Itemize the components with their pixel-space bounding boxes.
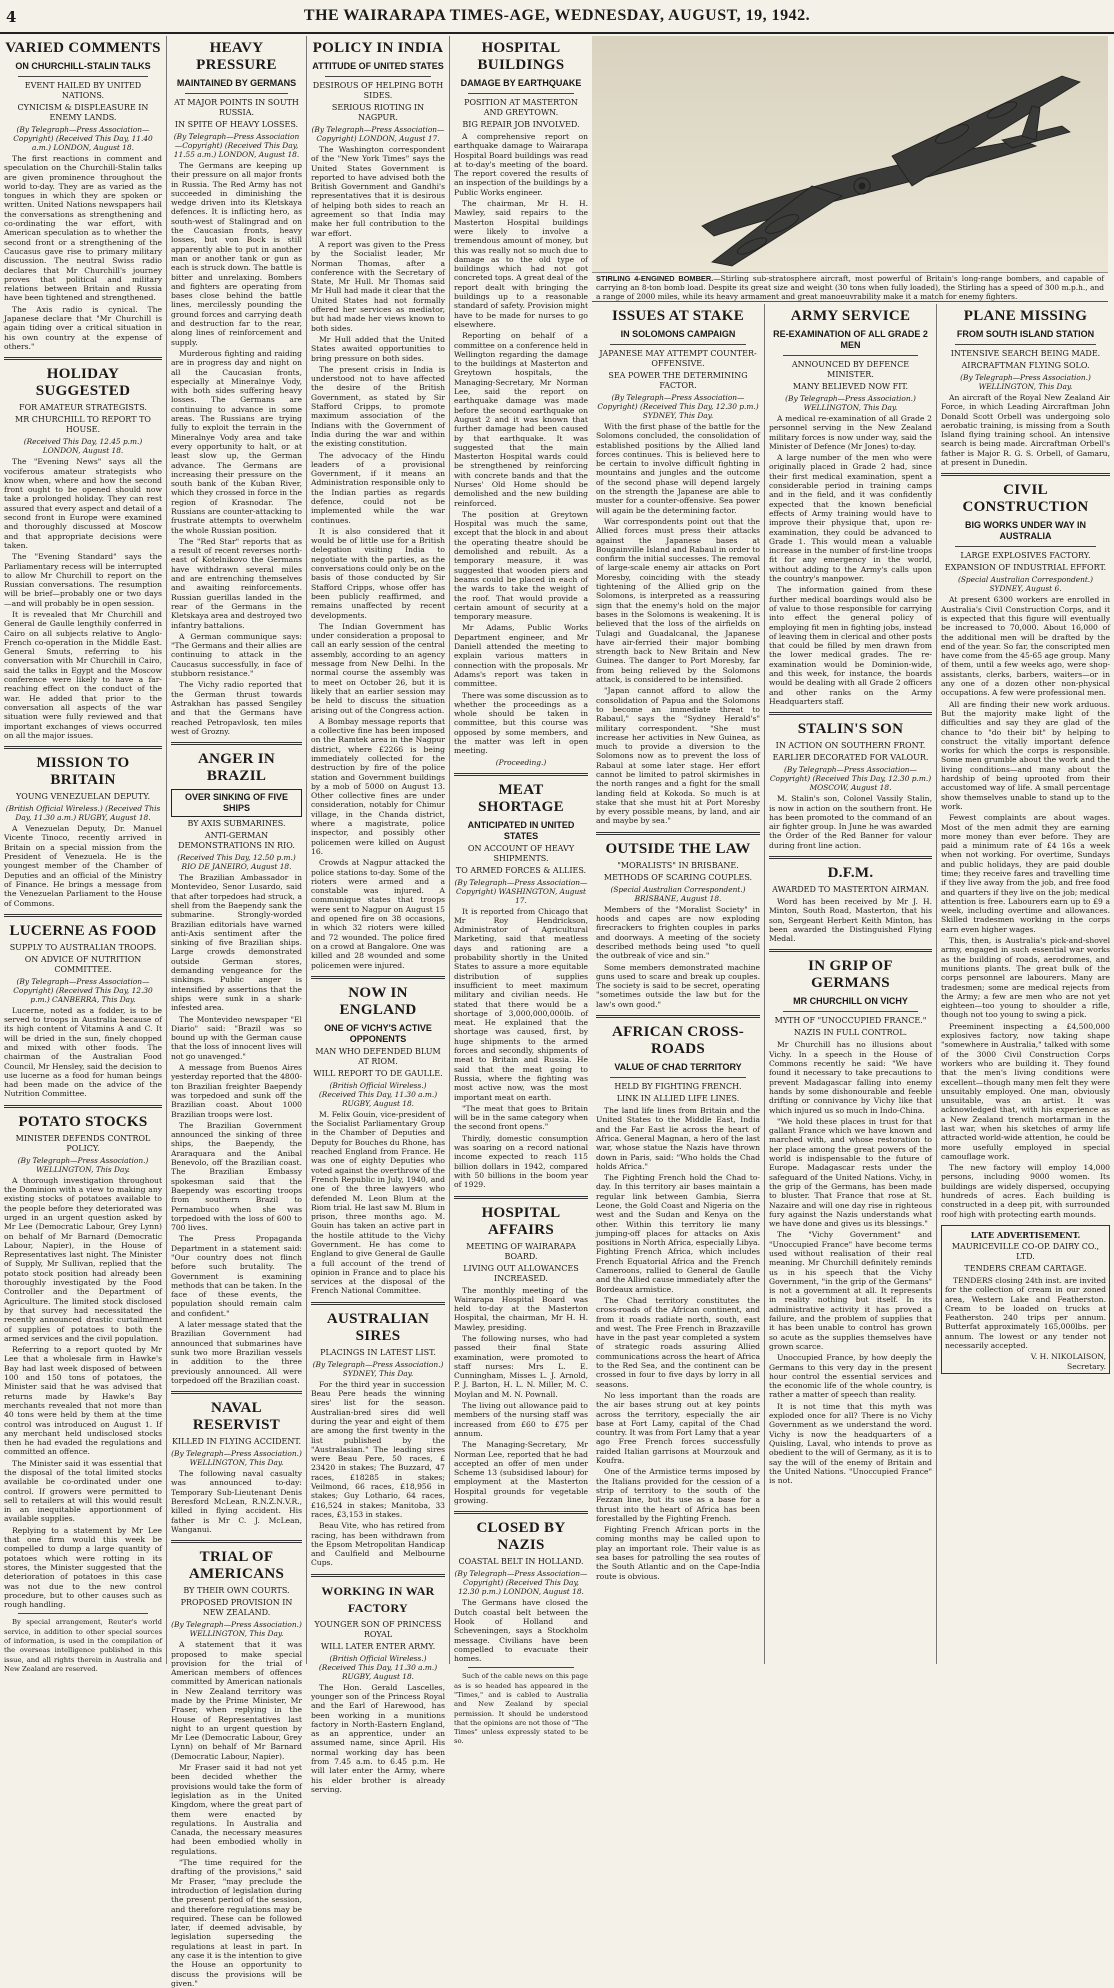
- paragraph: "The time required for the drafting of the provisions," said Mr Fraser, "may preclude the introduction of legislation during the present period of the session, and therefore regulations may be required. These can be followed later, if deemed advisable, by legislation superseding the regulations at least in part. In any case it is the intention to give the House an opportunity to discuss the provisions will be given.": [171, 1858, 302, 1988]
- subhead: ON ADVICE OF NUTRITION COMMITTEE.: [24, 954, 142, 974]
- paragraph: The "Vichy Government" and "Unoccupied France" have become terms used without realisation of their real meaning. Mr Churchill definitely reminds us in his speech that the Vichy Government, "in the grip of the Germans" is not a government at all. It represents in reality nothing but itself. In its administrative activity it has proved a failure, and the problem of supplies that it has been unable to control has grown so acute as the supplies themselves have grown scarce.: [769, 1230, 932, 1351]
- subhead: CYNICISM & DISPLEASURE IN ENEMY LANDS.: [17, 103, 149, 122]
- paragraph: It is not time that this myth was exploded once for all? There is no Vichy Government as we understand the word. Vichy is now the headquarters of a Quisling, Laval, who intends to prove as obedient to the will of Germany, as it is to say the will of the enemy of Britain and the United Nations. "Unoccupied France" is not.: [769, 1401, 932, 1486]
- subhead: BY THEIR OWN COURTS.: [183, 1586, 290, 1596]
- paragraph: Word has been received by Mr J. H. Minton, South Road, Masterton, that his son, Sergeant Herbert Keith Minton, has been awarded the Distinguished Flying Medal.: [769, 896, 932, 944]
- subhead: JAPANESE MAY ATTEMPT COUNTER-OFFENSIVE.: [599, 349, 757, 368]
- subhead: METHODS OF SCARING COUPLES.: [603, 872, 753, 882]
- paragraph: The chairman, Mr H. H. Mawley, said repairs to the Masterton Hospital buildings were likely to involve a tremendous amount of money, but this was really not so much due to damage as to the old type of buildings which had not got concreted tops. A great deal of the report dealt with bringing the buildings up to a reasonable standard of safety. Provision might have to be made for nurses to go elsewhere.: [454, 199, 589, 329]
- subhead: MYTH OF "UNOCCUPIED FRANCE.": [774, 1016, 927, 1026]
- footnote: By special arrangement, Reuter's world service, in addition to other special sources of information, is used in the compilation of the overseas intelligence published in this issue, and all rights therein in Australia and New Zealand are reserved.: [4, 1618, 162, 1673]
- paragraph: The Brazilian Ambassador in Montevideo, Senor Lusardo, said that after torpedoes had struck, a shell from the Baependy sank the submarine. Strongly-worded Brazilian editorials have warned anti-Axis sentiment after the sinking of five Brazilian ships. Large crowds demonstrated outside German stores, demanding vengeance for the sinkings. Public anger is intensified by assertions that the ships were sunk in a shark-infested area.: [171, 873, 302, 1013]
- dateline: (By Telegraph—Press Association.) WELLINGTON, This Day.: [171, 1449, 302, 1468]
- paragraph: The Chad territory constitutes the cross-roads of the African continent, and from it roads radiate north, south, east and west. The Free French in Brazzaville have in the past year completed a system of strategic roads assuring Allied communications across the heart of Africa to the Red Sea, and the continent can be crossed in four to five days by lorry in all seasons.: [596, 1295, 760, 1389]
- subhead: MEETING OF WAIRARAPA BOARD.: [466, 1241, 576, 1261]
- dateline: (Received This Day, 12.45 p.m.) LONDON, August 18.: [23, 437, 143, 456]
- paragraph: A medical re-examination of all Grade 2 personnel serving in the New Zealand military forces is now under way, said the Minister of Defence (Mr Jones) to-day.: [769, 414, 932, 451]
- paragraph: Reporting on behalf of a committee on a conference held in Wellington regarding the damage to the buildings at Masterton and Greytown hospitals, the Managing-Secretary, Mr Norman Lee, said the report on earthquake damage was made before the second earthquake on August 2 and it was known that further damage had been caused by that earthquake. It was suggested that the main Masterton Hospital wards could be strengthened by reinforcing with concrete bands and that the Nurses' Old Home should be demolished and the new building reinforced.: [454, 331, 588, 508]
- headline-dfm: D.F.M.: [827, 864, 874, 881]
- paragraph: The present crisis in India is understood not to have affected the desire of the British Government, as stated by Sir Stafford Cripps, to promote maximum association of the Indians with the Government of India during the war and within the existing constitution.: [311, 364, 445, 449]
- paragraph: The new factory will employ 14,000 persons, including 9000 women. Its buildings are widely dispersed, occupying hundreds of acres. Each building is constructed in a deep pit, with surrounded roof high with protecting earth mounds.: [941, 1163, 1110, 1219]
- subhead: BY AXIS SUBMARINES.: [187, 819, 286, 829]
- paragraph: A Venezuelan Deputy, Dr. Manuel Vicente Tinoco, recently arrived in Britain on a special mission from the President of Venezuela. He is the youngest member of the Chamber of Deputies and an official of the Ministry of Finance. He brings a message from the Venezuelan Parliament to the House of Commons.: [4, 824, 162, 908]
- subhead: MANY BELIEVED NOW FIT.: [792, 382, 909, 391]
- dateline: (By Telegraph—Press Association—Copyright) LONDON, August 17.: [311, 125, 445, 143]
- headline-in-grip-of-germans: IN GRIP OF GERMANS: [808, 958, 893, 992]
- headline-anger-in-brazil: ANGER IN BRAZIL: [198, 751, 275, 785]
- column-6: [764, 304, 936, 1664]
- paragraph: There was some discussion as to whether the proceedings as a whole should be taken in committee, but this course was opposed by some members, and the matter was left in open meeting.: [454, 690, 588, 756]
- subhead: AT MAJOR POINTS IN SOUTH RUSSIA.: [174, 98, 299, 117]
- headline-mission-to-britain: MISSION TO BRITAIN: [36, 755, 130, 789]
- dateline: (Special Australian Correspondent.) BRISBANE, August 18.: [610, 884, 746, 903]
- subhead: AIRCRAFTMAN FLYING SOLO.: [961, 361, 1090, 370]
- subhead: PROPOSED PROVISION IN NEW ZEALAND.: [180, 1598, 293, 1618]
- masthead: [0, 0, 1114, 34]
- paragraph: Referring to a report quoted by Mr Lee that a wholesale firm in Hawke's Bay had last week disposed of between 100 and 150 tons of potatoes, the Minister said that he was advised that returns made by Hawke's Bay merchants revealed that not more than 40 tons were held by them at the time control was introduced on August 1. If any merchant held undisclosed stocks then he had evaded the regulations and committed an offence.: [4, 1345, 162, 1457]
- paragraph: It is reported from Chicago that Mr Roy Hendrickson, Administrator of Agricultural Marketing, said that meatless days and rationing are a probability shortly in the United States to assure a more equitable distribution of supplies insufficient to meet maximum military and civilian needs. He stated that there would be a shortage of 3,000,000,000lb. of meat. He explained that the shortage was caused, first, by huge shipments to the armed forces and secondly, shipments of meat to Britain and Russia. He said that the meat going to Russia, where the fighting was most active now, was the most important meat on earth.: [454, 906, 588, 1102]
- subhead: EXPANSION OF INDUSTRIAL EFFORT.: [944, 563, 1107, 573]
- subhead: NAZIS IN FULL CONTROL.: [793, 1028, 908, 1038]
- advert-company: MAURICEVILLE CO-OP. DAIRY CO., LTD.: [951, 1241, 1100, 1261]
- paragraph: The Minister said it was essential that the disposal of the total limited stocks available be co-ordinated under one control. If growers were permitted to sell to retailers at will this would result in an inequitable apportionment of available supplies.: [4, 1458, 162, 1524]
- masthead-title: THE WAIRARAPA TIMES-AGE, WEDNESDAY, AUGUST, 19, 1942.: [303, 7, 811, 24]
- headline-issues-at-stake: ISSUES AT STAKE: [611, 308, 745, 324]
- paragraph: The Germans are keeping up their pressure on all major fronts in Russia. The Red Army has not succeeded in diminishing the wedge driven into its Kletskaya defences. It is inflicting hero, as south-west of Stalingrad and on the Caucasian fronts, heavy losses, but von Bock is still apparently able to put in another man or another tank or gun as each is struck down. The battle is bitter and unrelaxing. Bombers and fighters are operating from bases close behind the battle lines, mercilessly pounding the ground forces and carrying death and destruction far to the rear, along lines of reinforcement and supply.: [171, 161, 302, 347]
- subhead: ONE OF VICHY'S ACTIVE OPPONENTS: [324, 1022, 432, 1044]
- bomber-illustration: [592, 36, 1108, 272]
- subhead: KILLED IN FLYING ACCIDENT.: [171, 1437, 302, 1447]
- paragraph: The Fighting French hold the Chad to-day. In this territory air bases maintain a regular link between Gambia, Sierra Leone, the Gold Coast and Nigeria on the west and the Sudan and Kenya on the other. Within this territory lie many jumping-off places for attacks on Axis positions in North Africa, especially Libya. Fighting French Africa, which includes French Equatorial Africa and the French Cameroons, rallied to General de Gaulle and the Allied cause immediately after the Bordeaux armistice.: [596, 1173, 760, 1294]
- subhead: EVENT HAILED BY UNITED NATIONS.: [24, 81, 142, 100]
- paragraph: Mr Fraser said it had not yet been decided whether the provisions would take the form of legislation as in the United Kingdom, where the great part of them were enacted by regulations. In Australia and Canada, the necessary measures had been embodied wholly in regulations.: [171, 1763, 302, 1856]
- headline-lucerne-as-food: LUCERNE AS FOOD: [9, 922, 157, 939]
- headline-heavy-pressure: HEAVY PRESSURE: [196, 40, 277, 73]
- paragraph: Preeminent inspecting a £4,500,000 explosives factory, now taking shape "somewhere in Australia," talked with some of the 3000 Civil Construction Corps workers who are building it. They found that the men's living conditions were excellent—though many men felt they were unsuitably employed. One man, obviously unsuitable, was an artist. It was acknowledged that, with his experience as a New Zealand trench mortarman in the last war, when his sketches of army life attracted world-wide attention, he could be more usefully employed in special camouflage work.: [941, 1021, 1110, 1161]
- paragraph: A German communique says: "The Germans and their allies are continuing to attack in the Caucasus successfully, in face of stubborn resistance.": [171, 631, 302, 679]
- paragraph: The land life lines from Britain and the United States to the Middle East, India and the Far East lie across the heart of Africa. General Magnan, a hero of the last war, whose statue the Nazis have thrown down in Paris, said: "Who holds the Chad holds Africa.": [596, 1106, 760, 1171]
- paragraph: This, then, is Australia's pick-and-shovel army, engaged in such essential war works as the building of roads, aerodromes, and munitions plants. The great bulk of the corps personnel are labourers. Many are tradesmen; some are medical rejects from the Army; a few are men who are not yet eighteen—too young to shoulder a rifle, though not too young to swing a pick.: [941, 936, 1110, 1020]
- subhead: LINK IN ALLIED LIFE LINES.: [616, 1094, 740, 1104]
- paragraph: A statement that it was proposed to make special provision for the trial of American members of offences committed by American nationals in New Zealand territory was made by the Prime Minister, Mr Fraser, when replying in the House of Representatives last night to an urgent question by Mr Lee (Democratic Labour, Grey Lynn) on behalf of Mr Barnard (Democratic Labour, Napier).: [171, 1640, 302, 1761]
- paragraph: M. Felix Gouin, vice-president of the Socialist Parliamentary Group in the Chamber of Deputies and Deputy for Bouches du Rhone, has reached England from France. He was one of eighty Deputies who voted against the overthrow of the French Republic in July, 1940, and one of the three lawyers who defended M. Leon Blum at the Riom trial. He last saw M. Blum in prison, three months ago. M. Gouin has taken an active part in the hostile attitude to the Vichy Government. He has come to England to give General de Gaulle a full account of the trend of opinion in France and to place his services at the disposal of the French National Committee.: [311, 1109, 445, 1296]
- column-5: [592, 304, 764, 1664]
- paragraph: A message from Buenos Aires yesterday reported that the 4800-ton Brazilian freighter Baependy was torpedoed and sunk off the Brazilian coast. About 1000 Brazilian troops were lost.: [171, 1063, 302, 1119]
- subhead: MR CHURCHILL TO REPORT TO HOUSE.: [15, 415, 151, 435]
- paragraph: Fewest complaints are about wages. Most of the men admit they are earning more money than ever before. They are paid a minimum rate of £4 16s a week when not working. For overtime, Sundays and public holidays, they are paid double time; they receive fares and travelling time if they live away from the job, and free food and quarters if they live on the job; medical attention is free. Labourers earn up to £9 a week, including overtime and allowances. Skilled tradesmen working in the corps earn even higher wages.: [941, 813, 1110, 934]
- dateline: (By Telegraph—Press Association.) SYDNEY, This Day.: [312, 1359, 444, 1378]
- dateline: (By Telegraph—Press Association—Copyright) (Received This Day, 11.40 a.m.) LONDON, August 18.: [13, 125, 153, 152]
- paragraph: A later message stated that the Brazilian Government had announced that submarines have sunk two more Brazilian vessels in addition to the three previously announced. All were torpedoed off the Brazilian coast.: [171, 1320, 302, 1385]
- subhead: ANNOUNCED BY DEFENCE MINISTER.: [791, 360, 910, 379]
- headline-australian-sires: AUSTRALIAN SIRES: [326, 1310, 430, 1344]
- footnote: Such of the cable news on this page as is so headed has appeared in the "Times," and is cabled to Australia and New Zealand by special permission. It should be understood that the opinions are not those of "The Times" unless expressly stated to be so.: [454, 1672, 588, 1746]
- paragraph: The position at Greytown Hospital was much the same, except that the block in and about the operating theatre should be demolished and rebuilt. As a temporary measure, it was suggested that wooden piers and beams could be placed in each of the wards to take the weight of the roof. That would provide a certain amount of security at a temporary measure.: [454, 509, 588, 622]
- subhead: ON ACCOUNT OF HEAVY SHIPMENTS.: [467, 843, 575, 863]
- subhead: AWARDED TO MASTERTON AIRMAN.: [772, 884, 929, 894]
- dateline: (By Telegraph—Press Association.) WELLINGTON, This Day.: [17, 1155, 149, 1174]
- paragraph: A comprehensive report on earthquake damage to Wairarapa Hospital Board buildings was read at to-day's meeting of the board. The report covered the results of an inspection of the buildings by a Public Works engineer.: [454, 132, 588, 197]
- paragraph: The Brazilian Government announced the sinking of three ships, the Baependy, the Araraquara and the Anibal Benevolo, off the Brazilian coast. The Brazilian Embassy spokesman said that the Baependy was escorting troops from southern Brazil to Pernambuco when she was torpedoed with the loss of 600 to 700 lives.: [171, 1120, 302, 1233]
- caption-text: —Stirling sub-stratosphere aircraft, most powerful of Britain's long-range bombers, and capable of carrying an 8-ton bomb load. Despite its great size and weight (30 tons when fully loaded), the Stirling has a speed of 300 m.p.h., and a range of 2000 miles, while its heavy armament and great manoeuvrability make it a match for enemy fighters.: [596, 274, 1105, 301]
- paragraph: Members of the "Moralist Society" in hoods and capes are now exploding firecrackers to frighten couples in parks and doorways. A meeting of the society described methods being used "to quell the outbreak of vice and sin.": [596, 904, 760, 961]
- paragraph: The Axis radio is cynical. The Japanese declare that "Mr Churchill is again tiding over a critical situation in his own country at the expense of others.": [4, 304, 162, 351]
- headline-civil-construction: CIVIL CONSTRUCTION: [962, 482, 1089, 516]
- subhead: ANTICIPATED IN UNITED STATES: [467, 819, 575, 841]
- subhead: "MORALISTS" IN BRISBANE.: [617, 860, 739, 870]
- paragraph: One of the Armistice terms imposed by the Italians provided for the cession of a strip of territory to the south of the Fezzan line, but its use as a base for a thrust into the heart of Africa has been forestalled by the Fighting French.: [596, 1467, 760, 1523]
- headline-holiday-suggested: HOLIDAY SUGGESTED: [35, 366, 131, 400]
- proceeding-note: (Proceeding.): [495, 757, 547, 767]
- subhead: VALUE OF CHAD TERRITORY: [614, 1062, 742, 1073]
- paragraph: With the first phase of the battle for the Solomons concluded, the consolidation of established positions by the Allied land forces continues. This is believed here to be certain to involve difficult fighting in mountains and jungles and the outcome of the second phase will depend largely on the strength the Japanese are able to muster for a counter-offensive. Sea power will again be the determining factor.: [596, 422, 760, 515]
- paragraph: The following nurses, who had passed their final State examination, were promoted to staff nurses: Mrs L. E. Cunningham, Misses L. J. Arnold, P. J. Barton, H. L. N. Miller, M. C. Moylan and M. N. Pownall.: [454, 1333, 588, 1399]
- paragraph: "The meat that goes to Britain will be in the same category when the second front opens.": [454, 1103, 588, 1132]
- paragraph: Fighting French African ports in the coming months may be called upon to play an important role. Their value is as sea bases for patrolling the sea routes of the South Atlantic and on the Cape-India route is obvious.: [596, 1525, 760, 1581]
- paragraph: The "Red Star" reports that as a result of recent reverses north-east of Kotelnikovo the Germans have withdrawn several miles and are entrenching themselves and awaiting reinforcements. Russian guerillas landed in the rear of the Germans in the Kletskaya area and destroyed two infantry battalions.: [171, 536, 302, 630]
- paragraph: A Bombay message reports that a collective fine has been imposed on the Ramtek area in the Nagpur district, where £2266 is being immediately collected for the destruction by fire of the police station and Government buildings by a mob of 5000 on August 13. Other collective fines are under consideration, notably for Chimur village, in the Chanda district, where a magistrate, police inspector, and possibly other policemen were killed on August 16.: [311, 716, 445, 856]
- paragraph: Mr Adams, Public Works Department engineer, and Mr Daniell attended the meeting to explain various matters in connection with the proposals. Mr Adams's report was taken in committee.: [454, 623, 588, 689]
- dateline: (By Telegraph—Press Association—Copyright) (Received This Day, 11.55 a.m.) LONDON, August 18.: [173, 132, 300, 159]
- headline-plane-missing: PLANE MISSING: [963, 308, 1088, 324]
- column-1: [0, 36, 166, 1673]
- subhead: FOR AMATEUR STRATEGISTS.: [19, 403, 147, 413]
- headline-now-in-england: NOW IN ENGLAND: [339, 984, 417, 1018]
- subhead: WILL REPORT TO DE GAULLE.: [313, 1068, 443, 1078]
- paragraph: It is also considered that it would be of little use for a British delegation visiting India to negotiate with the parties, as the conversations could only be on the basis of those conducted by Sir Stafford Cripps, whose offer has been publicly reaffirmed, and remains unaffected by recent developments.: [311, 526, 445, 620]
- caption-title: STIRLING 4-ENGINED BOMBER.: [596, 274, 714, 283]
- paragraph: No less important than the roads are the air bases strung out at key points across the territory, especially the air base at Fort Lamy, capital of the Chad country. It was from Fort Lamy that a year ago Free French forces successfully raided Italian garrisons at Mourzouk and Koufra.: [596, 1390, 760, 1466]
- subhead: BIG WORKS UNDER WAY IN AUSTRALIA: [964, 520, 1086, 542]
- advert-role: Secretary.: [1067, 1361, 1106, 1371]
- column-7: [936, 304, 1114, 1664]
- subhead: ATTITUDE OF UNITED STATES: [312, 61, 444, 71]
- paragraph: Mr Hull added that the United States awaited opportunities to bring pressure on both sides.: [311, 334, 445, 363]
- dateline: (Received This Day, 12.50 p.m.) RIO DE JANEIRO, August 18.: [177, 853, 296, 872]
- headline-potato-stocks: POTATO STOCKS: [18, 1113, 148, 1130]
- headline-working-in-war-factory: WORKING IN WAR FACTORY: [321, 1583, 435, 1615]
- headline-hospital-buildings: HOSPITAL BUILDINGS: [477, 40, 565, 73]
- paragraph: The following naval casualty was announced to-day: Temporary Sub-Lieutenant Denis Beresford McLean, R.N.Z.N.V.R., killed in flying accident. His father is Mr C. J. McLean, Wanganui.: [171, 1469, 302, 1534]
- subhead: SEA POWER THE DETERMINING FACTOR.: [608, 371, 748, 390]
- dateline: (By Telegraph—Press Association.) WELLINGTON, This Day.: [960, 373, 1091, 391]
- subhead: OVER SINKING OF FIVE SHIPS: [171, 789, 302, 817]
- paragraph: The Managing-Secretary, Mr Norman Lee, reported that he had accepted an offer of men under Scheme 13 (subsidised labour) for employment at the Masterton Hospital grounds for vegetable growing.: [454, 1440, 588, 1506]
- dateline: (By Telegraph—Press Association—Copyright) (Received This Day, 12.30 p.m.) SYDNEY, This Day.: [597, 393, 759, 420]
- paragraph: The information gained from these further medical boardings would also be of value to those responsible for carrying into effect the general policy of employing fit men in fighting jobs, instead of leaving them in clerical and other posts that could be filled by men drawn from the lower medical grades. The re-examination would be Dominion-wide, and this week, for instance, the boards would be dealing with all Grade 2 officers and other ranks on the Army Headquarters staff.: [769, 585, 932, 706]
- dateline: (By Telegraph—Press Association—Copyright) (Received This Day, 12.30 p.m.) CANBERRA, This Day.: [13, 976, 153, 1004]
- paragraph: A large number of the men who were originally placed in Grade 2 had, since their first medical examination, spent a considerable period in training camps and in the field, and it was confidently expected that the known beneficial effects of Army training would have to improve their physique that, upon re-examination, they could be advanced to Grade 1. This would mean a valuable increase in the number of first-line troops fit for any emergency in the world, without adding to the Army's calls upon the country's manpower.: [769, 453, 932, 584]
- paragraph: A thorough investigation throughout the Dominion with a view to making any existing stocks of potatoes available to the people before they deteriorated was urged in an urgent question asked by Mr Lee (Democratic Labour, Grey Lynn) on behalf of Mr Barnard (Democratic Labour, Napier), in the House of Representatives last night. The Minister of Supply, Mr Sullivan, replied that the potato stock position had already been thoroughly investigated by the Food Controller and the Department of Agriculture. The limited stock disclosed by that survey had necessitated the recently announced drastic curtailment of supplies of potatoes to both the armed services and the civil population.: [4, 1175, 162, 1343]
- paragraph: The Hon. Gerald Lascelles, younger son of the Princess Royal and the Earl of Harewood, has been working in a munitions factory in North-Eastern England, as an apprentice, under an assumed name, since April. His normal working day has been from 7.45 a.m. to 6.45 p.m. He will later enter the Army, where his elder brother is already serving.: [311, 1682, 445, 1794]
- subhead: LIVING OUT ALLOWANCES INCREASED.: [463, 1263, 579, 1283]
- column-3: [306, 36, 449, 1794]
- headline-hospital-affairs: HOSPITAL AFFAIRS: [481, 1204, 561, 1238]
- subhead: ANTI-GERMAN DEMONSTRATIONS IN RIO.: [178, 831, 295, 851]
- paragraph: At present 6300 workers are enrolled in Australia's Civil Construction Corps, and it is expected that this figure will eventually be increased to 70,000. About 16,000 of the additional men will be drafted by the end of the year. So far, the conscripted men have come from the 45-65 age group. Many of them, until a few weeks ago, were shop-assistants, clerks, barbers, waiters—or in any one of a dozen other non-physical occupations. A few were professional men.: [941, 595, 1110, 698]
- photo-caption: [592, 272, 1108, 302]
- paragraph: All are finding their new work arduous. But the majority make light of the difficulties and say they are glad of the chance to "do their bit" by helping to construct the vitally important defence works for which the corps is responsible. Some men grumble about the work and the living conditions—and many about the hardship of being uprooted from their accustomed way of life. A small percentage show themselves unable to stand up to the work.: [941, 699, 1110, 811]
- paragraph: The Montevideo newspaper "El Diario" said: "Brazil was so bound up with the German cause that the loss of innocent lives will not go unavenged.": [171, 1014, 302, 1061]
- headline-policy-in-india: POLICY IN INDIA: [312, 40, 444, 56]
- subhead: SERIOUS RIOTING IN NAGPUR.: [331, 103, 425, 122]
- paragraph: Beau Vite, who has retired from racing, has been withdrawn from the Epsom Metropolitan Handicap and Caulfield and Melbourne Cups.: [311, 1521, 445, 1568]
- headline-trial-of-americans: TRIAL OF AMERICANS: [188, 1549, 285, 1583]
- paragraph: It is revealed that Mr Churchill and General de Gaulle lengthily conferred in Cairo on all subjects relative to Anglo-French co-operation in the Middle East. General Smuts, referring to his conversation with Mr Churchill in Cairo, said the talks in Egypt and the Moscow conference were likely to have a far-reaching effect on the conduct of the war. He added that prior to the conversation all aspects of the war situation were fully reviewed and that important exchanges of views occurred on all the major issues.: [4, 609, 162, 740]
- subhead: IN ACTION ON SOUTHERN FRONT.: [775, 741, 926, 751]
- paragraph: The Vichy radio reported that the German thrust towards Astrakhan has passed Sengiley and that the Germans have reached Petropavlosk, ten miles west of Grozny.: [171, 680, 302, 736]
- subhead: DAMAGE BY EARTHQUAKE: [460, 78, 582, 88]
- subhead: HELD BY FIGHTING FRENCH.: [614, 1082, 742, 1092]
- subhead: SUPPLY TO AUSTRALIAN TROOPS.: [9, 942, 157, 952]
- dateline: (By Telegraph—Press Association.) WELLINGTON, This Day.: [171, 1620, 302, 1639]
- paragraph: The Germans have closed the Dutch coastal belt between the Hook of Holland and Scheveningen, says a Stockholm message. Civilians have been compelled to evacuate their homes.: [454, 1598, 588, 1664]
- dateline: (By Telegraph—Press Association—Copyright) (Received This Day, 12.30 p.m.) LONDON, August 18.: [454, 1569, 588, 1597]
- subhead: POSITION AT MASTERTON AND GREYTOWN.: [464, 98, 578, 117]
- subhead: MAINTAINED BY GERMANS: [176, 78, 297, 88]
- paragraph: The "Evening Standard" says the Parliamentary recess will be interrupted to allow Mr Churchill to report on the Russian conversations. The resumption will be brief—probably one or two days—and will probably be in open session.: [4, 552, 162, 608]
- late-advertisement: [941, 1225, 1110, 1374]
- stirling-bomber-photo: [592, 36, 1108, 273]
- paragraph: The first reactions in comment and speculation on the Churchill-Stalin talks are given prominence throughout the world to-day. They are as varied as the tongues in which they are spoken or written. United Nations newspapers hail the conversations as strengthening and co-ordinating the war effort, with American speculation as to whether the second front or a strengthening of the Caucasus gave rise to primary military discussion. The neutral Swiss radio declares that Mr Churchill's journey proves that political and military relations between Britain and Russia have been tightened and strengthened.: [4, 154, 162, 303]
- dateline: (British Official Wireless.) (Received This Day, 11.30 a.m.) RUGBY, August 18.: [318, 1653, 438, 1681]
- paragraph: The Indian Government has under consideration a proposal to call an early session of the central assembly, according to an agency message from New Delhi. In the normal course the assembly was to meet on October 26, but it is likely that an earlier session may be held to discuss the situation arising out of the Congress action.: [311, 621, 445, 715]
- dateline: (By Telegraph—Press Association—Copyright) WASHINGTON, August 17.: [454, 877, 588, 905]
- subhead: EARLIER DECORATED FOR VALOUR.: [772, 753, 929, 763]
- paragraph: Murderous fighting and raiding are in progress day and night on all the Caucasian fronts, especially at Mineralnye Vody, with both sides suffering heavy losses. The Germans are continuing to advance in some areas. The Russians are trying fully to exploit the terrain in the Mineralnye Vody area and take every opportunity to halt, or at least slow up, the German advance. The Germans are increasing their pressure on the south bank of the Kuban River, which they crossed in force in the region of Krasnodar. The Russians are counter-attacking to frustrate attempts to overwhelm the whole Russian position.: [171, 348, 302, 535]
- subhead: YOUNGER SON OF PRINCESS ROYAL: [314, 1619, 442, 1639]
- advert-header: LATE ADVERTISEMENT.: [970, 1229, 1081, 1240]
- headline-stalins-son: STALIN'S SON: [797, 721, 904, 738]
- paragraph: The living out allowance paid to members of the nursing staff was increased from £60 to £75 per annum.: [454, 1401, 588, 1438]
- advert-signatory: V. H. NIKOLAISON,: [1030, 1352, 1106, 1362]
- subhead: DESIROUS OF HELPING BOTH SIDES.: [312, 81, 444, 100]
- subhead: WILL LATER ENTER ARMY.: [320, 1641, 436, 1651]
- subhead: RE-EXAMINATION OF ALL GRADE 2 MEN: [773, 329, 928, 350]
- column-2: [166, 36, 306, 1988]
- subhead: TO ARMED FORCES & ALLIES.: [455, 865, 587, 875]
- headline-meat-shortage: MEAT SHORTAGE: [478, 781, 564, 815]
- paragraph: The advocacy of the Hindu leaders of a provisional Government, if it means an Administration responsible only to the Indian parties as regards defence, could not be implemented while the war continues.: [311, 450, 445, 525]
- subhead: MR CHURCHILL ON VICHY: [793, 996, 908, 1007]
- paragraph: The monthly meeting of the Wairarapa Hospital Board was held to-day at the Masterton Hospital, the chairman, Mr H. H. Mawley, presiding.: [454, 1285, 588, 1332]
- paragraph: Replying to a statement by Mr Lee that one firm would this week be compelled to dump a large quantity of potatoes which were rotting in its stores, the Minister suggested that the deterioration of potatoes in this case was not due to the new control procedure, but to other causes such as rough handling.: [4, 1525, 162, 1610]
- paragraph: The "Evening News" says all the vociferous amateur strategists who know when, where and how the second front ought to be opened should now take a prolonged holiday. They can rest assured that every aspect and detail of a second front in Europe were examined and thoroughly discussed at Moscow and that appropriate decisions were taken.: [4, 457, 162, 550]
- subhead: PLACINGS IN LATEST LIST.: [320, 1347, 436, 1357]
- subhead: YOUNG VENEZUELAN DEPUTY.: [15, 792, 151, 802]
- subhead: INTENSIVE SEARCH BEING MADE.: [950, 349, 1101, 358]
- advert-body: TENDERS closing 24th inst. are invited for the collection of cream in our zoned area, Western Lake and Featherston. Cream to be loaded on trucks at Featherston. 240 trips per annum. Butterfat approximately 165,000lbs. per annum. The lowest or any tender not necessarily accepted.: [945, 1275, 1106, 1351]
- column-4: [449, 36, 592, 1746]
- headline-varied-comments: VARIED COMMENTS: [5, 40, 161, 56]
- paragraph: Mr Churchill has no illusions about Vichy. In a speech in the House of Commons recently he said: "We have found it necessary to take precautions to prevent Madagascar falling into enemy hands by some dishonourable and feeble drifting or connivance by Vichy like that which injured us so much in Indo-China.: [769, 1040, 932, 1115]
- subhead: COASTAL BELT IN HOLLAND.: [458, 1557, 584, 1567]
- paragraph: An aircraft of the Royal New Zealand Air Force, in which Leading Aircraftman John Donald Scott Orbell was undergoing solo aerobatic training, is missing from a South Island flying training school. An intensive search is being made. Aircraftman Orbell's father is Major R. G. S. Orbell, of Gamaru, at present in Dunedin.: [941, 393, 1110, 468]
- headline-naval-reservist: NAVAL RESERVIST: [192, 1400, 281, 1434]
- paragraph: The Washington correspondent of the "New York Times" says the United States Government is reported to have advised both the British Government and Gandhi's representatives that it is desirous of helping both sides to reach an agreement so that India may make her full contribution to the war effort.: [311, 145, 445, 238]
- subhead: FROM SOUTH ISLAND STATION: [956, 329, 1095, 339]
- headline-closed-by-nazis: CLOSED BY NAZIS: [476, 1520, 566, 1554]
- paragraph: A report was given to the Press by the Socialist leader, Mr Norman Thomas, after a conference with the Secretary of State, Mr Hull. Mr Thomas said Mr Hull had made it clear that the United States had not formally offered her services as mediator, but had made her views known to both sides.: [311, 239, 445, 333]
- paragraph: Unoccupied France, by how deeply the Germans to this very day in the present hour control the essential services and the economic life of the whole country, is rather a matter of speech than reality.: [769, 1353, 932, 1400]
- subhead: IN SOLOMONS CAMPAIGN: [620, 329, 736, 339]
- paragraph: Crowds at Nagpur attacked the police stations to-day. Some of the rioters were armed and a constable was injured. A communique states that troops were sent to Nagpur on August 15 and opened fire on 38 occasions, in which 32 rioters were killed and 72 wounded. The police fired on a crowd at Bangalore. One was killed and 28 wounded and some policemen were injured.: [311, 858, 445, 970]
- paragraph: Lucerne, noted as a fodder, is to be served to troops in Australia because of its high content of Vitamins A and C. It will be dried in the sun, finely chopped and mixed with other foods. The chairman of the Australian Food Council, Mr Hensley, said the decision to use lucerne as a food for human beings had been made on the advice of the Nutrition Committee.: [4, 1005, 162, 1099]
- paragraph: "We hold these places in trust for that gallant France which we have known and marched with, and whose restoration to her place among the great powers of the world is indispensable to the future of Europe. Madagascar rests under the safeguard of the United Nations. Vichy, in the grip of the Germans, has been made to bluster. That France that rose at St. Nazaire and will one day rise in righteous fury against the Nazis understands what we have done and gives us its blessings.": [769, 1116, 932, 1229]
- subhead: IN SPITE OF HEAVY LOSSES.: [174, 120, 299, 129]
- subhead: ON CHURCHILL-STALIN TALKS: [15, 61, 151, 71]
- paragraph: Thirdly, domestic consumption was soaring on a record national income expected to reach 115 billion dollars in 1942, compared with 50 billions in the boom year of 1929.: [454, 1133, 588, 1190]
- advert-title: TENDERS CREAM CARTAGE.: [964, 1263, 1087, 1273]
- subhead: BIG REPAIR JOB INVOLVED.: [462, 120, 580, 129]
- paragraph: The Press Propaganda Department in a statement said: "Our country does not flinch before such brutality. The Government is examining methods that can be taken. In the face of these events, the population should remain calm and confident.": [171, 1234, 302, 1318]
- paragraph: M. Stalin's son, Colonel Vassily Stalin, is now in action on the southern front. He has been promoted to the command of an air fighter group. In June he was awarded the Order of the Red Banner for valour during front line action.: [769, 794, 932, 850]
- subhead: MAN WHO DEFENDED BLUM AT RIOM.: [315, 1046, 441, 1066]
- dateline: (British Official Wireless.) (Received This Day, 11.30 a.m.) RUGBY, August 18.: [5, 804, 161, 823]
- page-number: 4: [6, 8, 17, 26]
- headline-army-service: ARMY SERVICE: [790, 308, 911, 324]
- dateline: (Special Australian Correspondent.) SYDNEY, August 6.: [957, 575, 1094, 594]
- paragraph: Some members demonstrated machine guns used to scare and break up couples. The society is said to be secret, operating "sometimes outside the law but for the law's own good.": [596, 962, 760, 1009]
- paragraph: "Japan cannot afford to allow the consolidation of Papua and the Solomons to become an immediate threat to Rabaul," says the "Sydney Herald's" military correspondent. "She must increase her activities in New Guinea, as much to provide a diversion to the Solomons now as to prevent the loss of Rabaul at some later stage. Her effort cannot be limited to patrol skirmishes in the north ranges and a fight for the small landing field at Kokoda. So much is at stake that she must hit at Port Moresby by every possible means, by land, and air and maybe by sea.": [596, 686, 760, 826]
- subhead: LARGE EXPLOSIVES FACTORY.: [960, 551, 1091, 561]
- dateline: (British Official Wireless.) (Received This Day, 11.30 a.m.) RUGBY, August 18.: [318, 1080, 438, 1108]
- paragraph: For the third year in succession Beau Pere heads the winning sires' list for the season. Australian-bred sires did well during the year and eight of them are among the first twenty in the list published by the "Australasian." The leading sires were Beau Pere, 50 races, £ 23420 in stakes; The Buzzard, 47 races, £18285 in stakes; Veilmond, 66 races, £18,956 in stakes; Guy Lothario, 64 races, £16,524 in stakes; Manitoba, 33 races, £3,153 in stakes.: [311, 1379, 445, 1519]
- subhead: MINISTER DEFENDS CONTROL POLICY.: [15, 1133, 151, 1153]
- dateline: (By Telegraph—Press Association—Copyright) (Received This Day, 12.30 p.m.) MOSCOW, August 18.: [769, 765, 932, 793]
- headline-african-cross-roads: AFRICAN CROSS-ROADS: [611, 1024, 745, 1058]
- paragraph: War correspondents point out that the Allied forces must press their attacks against the Japanese bases at Bougainville Island and Rabaul in order to confirm the initial successes. The removal of large-scale enemy air attacks on Port Moresby, coinciding with the steady tightening of the Allied grip on the Solomons, is interpreted as a reassuring sign that the enemy's hold on the major bases in the Solomons is weakening. It is believed that the loss of the airfields on Tulagi and Guadalcanal, the Japanese have air-ferried their major bombing strength back to New Britain and New Guinea. The danger to Port Moresby, far from being relieved by the Solomons attack, is considered to be intensified.: [596, 516, 760, 685]
- dateline: (By Telegraph—Press Association.) WELLINGTON, This Day.: [785, 394, 916, 412]
- headline-outside-the-law: OUTSIDE THE LAW: [605, 840, 751, 857]
